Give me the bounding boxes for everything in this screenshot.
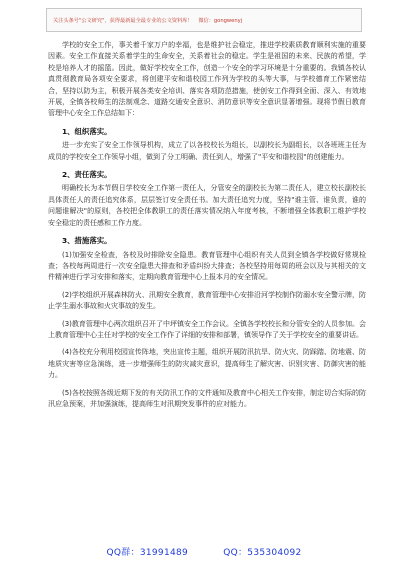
section-heading-measures: 3、措施落实。 <box>62 236 112 246</box>
intro-paragraph: 学校的安全工作，事关着千家万户的幸福，也是维护社会稳定，推进学校素质教育顺利实施的重要因素。安全工作直接关系着学生的生命安全，关系着社会的稳定。学生是祖国的未来、民族的希望，学校是培养人才的摇篮。因此，做好学校安全工作，创造一个安全的学习环境是十分重要的。我镇各校认真贯彻教育局各项安全要求，将创建平安和谐校园工作列为学校的头等大事，与学校德育工作紧密结合，坚持以防为主，积极开展各类安全培训、落实各项防范措施，使创安工作得到全面、深入、有效地开展，全镇各校师生的法制观念、道路交通安全意识、消防意识等安全意识显著增强。现将节假日教育管理中心安全工作总结如下： <box>48 41 366 118</box>
measure-paragraph-4: (4)各校充分利用校园宣传阵地，突出宣传主题，组织开展防汛抗旱、防火灾、防踩踏、防地震、防地质灾害等应急演练，进一步增强师生的防灾减灾意识，提高师生了解灾害、识别灾害、防御灾害的能力。 <box>48 348 366 380</box>
measure-paragraph-5: (5)各校按照各级近期下发的有关防汛工作的文件通知及教育中心相关工作安排，制定切合实际的防汛应急预案，并加强演练，提高师生对汛期突发事件的应对能力。 <box>48 388 366 408</box>
section-heading-responsibility: 2、责任落实。 <box>62 170 112 180</box>
contact-footer <box>0 545 408 558</box>
section-paragraph: 明确校长为本节假日学校安全工作第一责任人，分管安全的副校长为第二责任人，建立校长副校长具体责任人的责任追究体系，层层签订安全责任书。加大责任追究力度，坚持"谁主管、谁负责，谁的问题谁解决"的原则，各校把全体教职工的责任落实情况纳入年度考核，不断增强全体教职工维护学校安全稳定的责任感和工作力度。 <box>48 184 366 227</box>
banner-text: 关注头条号"公文研究"，获得最新最全最专业的公文资料库！ <box>53 18 193 24</box>
measure-paragraph-3: (3)教育管理中心两次组织召开了中坪镇安全工作会议。全镇各学校校长和分管安全的人员参加。会上教育管理中心主任对学校的安全工作作了详细的安排和部署，镇领导作了关于学校安全的重要讲话。 <box>48 319 366 339</box>
section-heading-organization: 1、组织落实。 <box>62 126 112 136</box>
qq-group: QQ群：31991489 <box>106 548 189 558</box>
section-paragraph: 进一步充实了安全工作领导机构，成立了以各校校长为组长，以副校长为副组长，以各班班主任为成员的学校安全工作领导小组，做到了分工明确、责任到人，增强了"平安和谐校园"的创建能力。 <box>48 141 366 161</box>
document-body <box>48 40 366 410</box>
qq-number: QQ：535304092 <box>223 548 302 558</box>
banner-wechat: 微信：gongwenyj <box>198 18 243 24</box>
promo-banner <box>46 8 362 32</box>
measure-paragraph-1: (1)加强安全检查，各校及时排除安全隐患。教育管理中心组织有关人员到全镇各学校做好常规检查；各校每两周进行一次安全隐患大排查和矛盾纠纷大排查；各校坚持用每周的班会以及与其相关的文件精神进行学习安排和落实，定期向教育管理中心上报本月的安全情况。 <box>48 250 366 282</box>
measure-paragraph-2: (2)学校组织开展森林防火、汛期安全教育，教育管理中心安排沿河学校制作防溺水安全警示牌，防止学生溺水事故和火灾事故的发生。 <box>48 290 366 311</box>
